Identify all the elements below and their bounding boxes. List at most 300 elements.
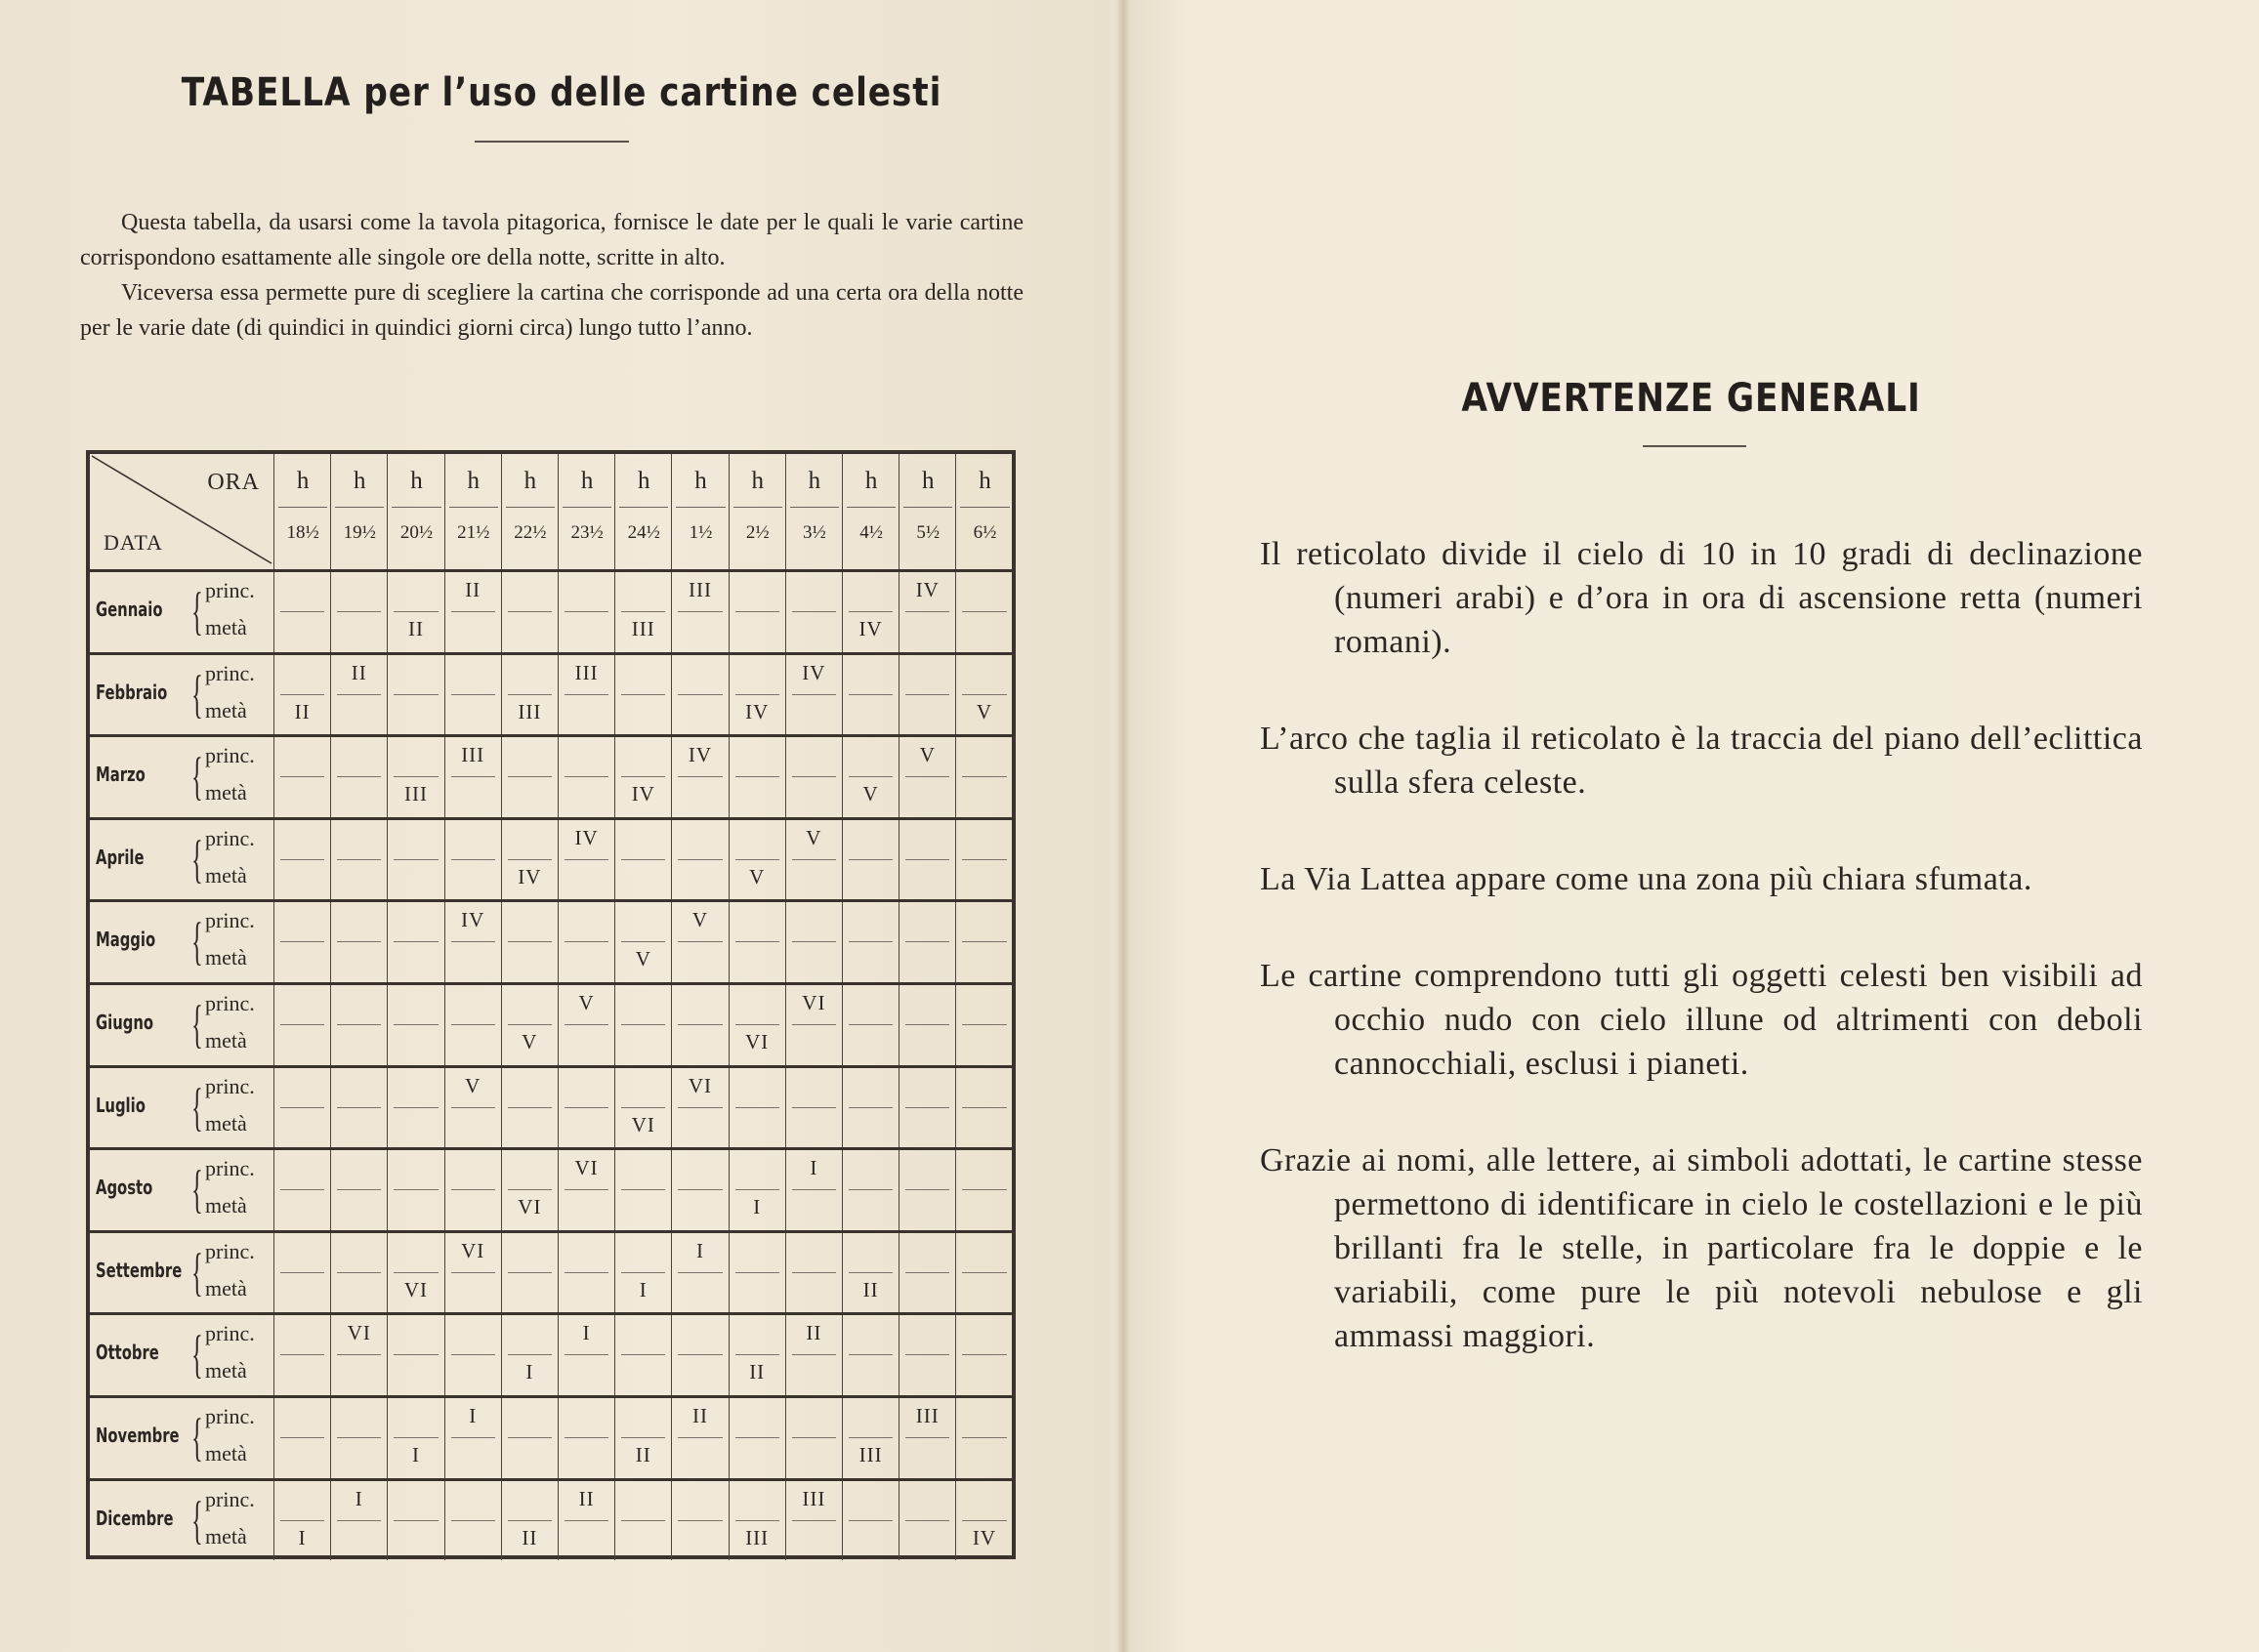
- table-cell: [842, 1315, 899, 1395]
- cell-divider: [735, 1272, 779, 1273]
- table-cell: [387, 985, 443, 1065]
- note-paragraph-1: Il reticolato divide il cielo di 10 in 10 gradi di declinazione (numeri arabi) e d’ora in ora di ascensione retta (numeri romani).: [1260, 536, 2143, 660]
- cell-divider: [792, 1107, 836, 1108]
- meta-label: metà: [205, 1358, 247, 1384]
- chart-number-princ: II: [465, 578, 481, 601]
- table-cell: [842, 1068, 899, 1148]
- cell-divider: [962, 1272, 1006, 1273]
- table-cell: [955, 1481, 1012, 1561]
- hour-column-header: [558, 454, 615, 569]
- table-cell: [330, 1068, 387, 1148]
- table-row: [90, 1398, 1012, 1481]
- table-cell: [785, 902, 842, 982]
- cell-divider: [849, 1107, 893, 1108]
- table-cell: [842, 1398, 899, 1478]
- chart-number-meta: II: [407, 617, 424, 640]
- cell-divider: [621, 694, 665, 695]
- cell-divider: [280, 1354, 324, 1355]
- chart-number-meta: V: [522, 1030, 538, 1053]
- chart-number-meta: VI: [745, 1030, 770, 1053]
- cell-divider: [337, 694, 381, 695]
- table-cell: [729, 1315, 785, 1395]
- cell-divider: [565, 694, 608, 695]
- header-divider: [563, 507, 611, 508]
- table-cell: [729, 1481, 785, 1561]
- hour-prefix: h: [638, 468, 650, 494]
- cell-divider: [565, 1520, 608, 1521]
- table-cell: [558, 820, 614, 900]
- cell-divider: [565, 1107, 608, 1108]
- header-divider: [278, 507, 327, 508]
- cell-divider: [849, 611, 893, 612]
- cell-divider: [337, 776, 381, 777]
- header-divider: [903, 507, 952, 508]
- month-name: Agosto: [96, 1176, 153, 1200]
- cell-divider: [337, 1189, 381, 1190]
- table-cell: [899, 1481, 955, 1561]
- chart-number-princ: III: [574, 660, 599, 684]
- chart-number-princ: IV: [802, 660, 826, 684]
- cell-divider: [394, 611, 438, 612]
- cell-divider: [565, 1272, 608, 1273]
- table-cell: [614, 572, 671, 652]
- cell-divider: [905, 1520, 949, 1521]
- cell-divider: [735, 1024, 779, 1025]
- table-cell: [614, 1315, 671, 1395]
- cell-divider: [962, 1024, 1006, 1025]
- table-cell: [614, 1398, 671, 1478]
- header-divider: [960, 507, 1009, 508]
- table-cell: [899, 655, 955, 735]
- chart-number-princ: IV: [461, 908, 485, 932]
- table-cell: [501, 1398, 558, 1478]
- table-row: [90, 1481, 1012, 1564]
- cell-divider: [337, 611, 381, 612]
- chart-number-meta: VI: [631, 1112, 655, 1136]
- hour-value: 21½: [457, 522, 490, 543]
- table-cell: [501, 1150, 558, 1230]
- chart-number-princ: V: [465, 1073, 481, 1097]
- brace-icon: {: [191, 1325, 203, 1384]
- cell-divider: [792, 941, 836, 942]
- cell-divider: [508, 1272, 552, 1273]
- table-cell: [842, 1150, 899, 1230]
- meta-label: metà: [205, 780, 247, 805]
- table-cell: [501, 820, 558, 900]
- cell-divider: [735, 1437, 779, 1438]
- princ-label: princ.: [205, 1073, 255, 1098]
- table-cell: [330, 572, 387, 652]
- table-row: [90, 1315, 1012, 1398]
- table-corner: [90, 454, 273, 569]
- princ-label: princ.: [205, 1238, 255, 1263]
- hour-prefix: h: [808, 468, 821, 494]
- cell-divider: [792, 1272, 836, 1273]
- cell-divider: [792, 859, 836, 860]
- chart-number-princ: I: [582, 1321, 591, 1345]
- cell-divider: [565, 776, 608, 777]
- cell-divider: [678, 1272, 722, 1273]
- cell-divider: [792, 694, 836, 695]
- table-cell: [899, 572, 955, 652]
- cell-divider: [280, 1024, 324, 1025]
- table-cell: [387, 572, 443, 652]
- hour-value: 1½: [689, 522, 713, 543]
- cell-divider: [849, 1437, 893, 1438]
- cell-divider: [280, 1107, 324, 1108]
- hour-prefix: h: [296, 468, 310, 494]
- table-cell: [671, 572, 728, 652]
- cell-divider: [849, 1520, 893, 1521]
- table-cell: [558, 1481, 614, 1561]
- table-cell: [273, 1398, 330, 1478]
- cell-divider: [508, 694, 552, 695]
- table-cell: [729, 1150, 785, 1230]
- cell-divider: [678, 941, 722, 942]
- table-cell: [671, 902, 728, 982]
- table-cell: [955, 1398, 1012, 1478]
- table-cell: [387, 1398, 443, 1478]
- cell-divider: [451, 1520, 495, 1521]
- note-paragraph-2: L’arco che taglia il reticolato è la traccia del piano dell’eclittica sulla sfera celeste.: [1260, 721, 2143, 801]
- table-cell: [955, 737, 1012, 817]
- table-cell: [955, 655, 1012, 735]
- chart-number-princ: VI: [461, 1238, 485, 1262]
- hour-value: 23½: [570, 522, 604, 543]
- hour-prefix: h: [864, 468, 878, 494]
- cell-divider: [849, 1024, 893, 1025]
- cell-divider: [280, 941, 324, 942]
- left-page-title: TABELLA per l’uso delle cartine celesti: [181, 70, 942, 115]
- note-paragraph-4: Le cartine comprendono tutti gli oggetti celesti ben visibili ad occhio nudo con cielo illune od altrimenti con deboli cannocchiali, esclusi i pianeti.: [1260, 958, 2143, 1082]
- cell-divider: [394, 694, 438, 695]
- table-cell: [387, 902, 443, 982]
- cell-divider: [337, 1520, 381, 1521]
- month-name: Luglio: [96, 1093, 146, 1117]
- table-cell: [330, 1481, 387, 1561]
- hour-prefix: h: [523, 468, 537, 494]
- month-name: Marzo: [96, 763, 146, 787]
- table-row: [90, 820, 1012, 903]
- table-cell: [842, 985, 899, 1065]
- cell-divider: [508, 1437, 552, 1438]
- table-cell: [899, 820, 955, 900]
- table-row: [90, 902, 1012, 985]
- cell-divider: [792, 776, 836, 777]
- hour-value: 19½: [343, 522, 376, 543]
- cell-divider: [678, 1024, 722, 1025]
- table-cell: [558, 1068, 614, 1148]
- chart-number-meta: I: [411, 1443, 420, 1466]
- table-cell: [955, 572, 1012, 652]
- chart-number-meta: IV: [858, 617, 883, 640]
- table-cell: [671, 1398, 728, 1478]
- meta-label: metà: [205, 1523, 247, 1549]
- table-cell: [614, 1233, 671, 1313]
- table-cell: [501, 572, 558, 652]
- brace-icon: {: [191, 582, 203, 640]
- table-cell: [899, 1150, 955, 1230]
- cell-divider: [280, 859, 324, 860]
- cell-divider: [565, 1189, 608, 1190]
- cell-divider: [565, 611, 608, 612]
- table-cell: [273, 902, 330, 982]
- cell-divider: [905, 1437, 949, 1438]
- chart-number-meta: IV: [631, 782, 655, 806]
- table-cell: [899, 1233, 955, 1313]
- cell-divider: [565, 1437, 608, 1438]
- chart-number-meta: III: [745, 1525, 770, 1549]
- title-divider-left: [475, 141, 629, 143]
- cell-divider: [565, 1024, 608, 1025]
- table-cell: [729, 1068, 785, 1148]
- table-cell: [842, 737, 899, 817]
- table-cell: [729, 820, 785, 900]
- table-cell: [899, 902, 955, 982]
- table-header: [90, 454, 1012, 572]
- chart-number-meta: I: [525, 1360, 534, 1384]
- star-chart-table: [86, 450, 1016, 1559]
- cell-divider: [849, 1354, 893, 1355]
- brace-icon: {: [191, 1160, 203, 1219]
- table-cell: [558, 1315, 614, 1395]
- cell-divider: [337, 1107, 381, 1108]
- cell-divider: [905, 1189, 949, 1190]
- cell-divider: [565, 941, 608, 942]
- cell-divider: [905, 776, 949, 777]
- brace-icon: {: [191, 829, 203, 888]
- table-row: [90, 655, 1012, 738]
- cell-divider: [905, 1107, 949, 1108]
- hour-prefix: h: [979, 468, 991, 494]
- cell-divider: [849, 694, 893, 695]
- cell-divider: [735, 776, 779, 777]
- table-row: [90, 1150, 1012, 1233]
- cell-divider: [678, 694, 722, 695]
- cell-divider: [337, 1437, 381, 1438]
- right-page-title: AVVERTENZE GENERALI: [1461, 376, 1921, 421]
- cell-divider: [394, 1354, 438, 1355]
- cell-divider: [451, 1437, 495, 1438]
- table-cell: [955, 1233, 1012, 1313]
- meta-label: metà: [205, 1028, 247, 1053]
- cell-divider: [337, 859, 381, 860]
- table-cell: [273, 820, 330, 900]
- cell-divider: [735, 1520, 779, 1521]
- cell-divider: [280, 694, 324, 695]
- table-cell: [614, 985, 671, 1065]
- cell-divider: [621, 1024, 665, 1025]
- chart-number-meta: VI: [403, 1277, 429, 1301]
- hour-value: 2½: [745, 522, 770, 543]
- brace-icon: {: [191, 1077, 203, 1136]
- cell-divider: [678, 1520, 722, 1521]
- table-cell: [729, 1233, 785, 1313]
- table-row: [90, 1068, 1012, 1151]
- table-cell: [785, 1233, 842, 1313]
- header-divider: [790, 507, 839, 508]
- table-cell: [671, 820, 728, 900]
- table-cell: [899, 1398, 955, 1478]
- cell-divider: [451, 776, 495, 777]
- intro-text: [80, 205, 1024, 346]
- cell-divider: [678, 611, 722, 612]
- princ-label: princ.: [205, 825, 255, 850]
- chart-number-princ: IV: [915, 578, 940, 601]
- hour-column-header: [671, 454, 729, 569]
- hour-prefix: h: [694, 468, 707, 494]
- table-cell: [444, 1150, 501, 1230]
- cell-divider: [905, 1272, 949, 1273]
- cell-divider: [508, 1107, 552, 1108]
- table-cell: [614, 737, 671, 817]
- note-paragraph-3: La Via Lattea appare come una zona più chiara sfumata.: [1260, 861, 2032, 897]
- chart-number-meta: IV: [745, 699, 770, 723]
- table-cell: [558, 737, 614, 817]
- month-name: Febbraio: [96, 680, 168, 704]
- chart-number-princ: I: [695, 1238, 704, 1262]
- cell-divider: [337, 1272, 381, 1273]
- table-row: [90, 985, 1012, 1068]
- meta-label: metà: [205, 1275, 247, 1301]
- table-cell: [273, 1068, 330, 1148]
- cell-divider: [508, 1520, 552, 1521]
- chart-number-princ: II: [806, 1321, 822, 1345]
- cell-divider: [394, 1107, 438, 1108]
- brace-icon: {: [191, 747, 203, 806]
- chart-number-princ: IV: [688, 743, 713, 767]
- cell-divider: [508, 611, 552, 612]
- table-cell: [444, 1315, 501, 1395]
- table-cell: [614, 1068, 671, 1148]
- princ-label: princ.: [205, 991, 255, 1015]
- table-cell: [387, 655, 443, 735]
- princ-label: princ.: [205, 578, 255, 602]
- chart-number-meta: I: [753, 1195, 762, 1219]
- table-cell: [330, 1233, 387, 1313]
- table-cell: [387, 820, 443, 900]
- table-cell: [273, 572, 330, 652]
- table-cell: [501, 1068, 558, 1148]
- chart-number-princ: I: [355, 1486, 363, 1510]
- table-cell: [501, 655, 558, 735]
- header-divider: [392, 507, 440, 508]
- table-cell: [330, 1150, 387, 1230]
- table-cell: [558, 572, 614, 652]
- cell-divider: [280, 611, 324, 612]
- header-divider: [847, 507, 896, 508]
- cell-divider: [337, 1354, 381, 1355]
- chart-number-meta: II: [635, 1443, 651, 1466]
- cell-divider: [962, 1354, 1006, 1355]
- chart-number-meta: III: [518, 699, 542, 723]
- cell-divider: [508, 1024, 552, 1025]
- cell-divider: [337, 1024, 381, 1025]
- cell-divider: [508, 776, 552, 777]
- cell-divider: [280, 1272, 324, 1273]
- table-cell: [558, 902, 614, 982]
- table-cell: [899, 737, 955, 817]
- chart-number-meta: II: [522, 1525, 538, 1549]
- table-cell: [501, 985, 558, 1065]
- princ-label: princ.: [205, 660, 255, 685]
- table-row: [90, 1233, 1012, 1316]
- cell-divider: [337, 941, 381, 942]
- cell-divider: [451, 941, 495, 942]
- chart-number-meta: V: [976, 699, 993, 723]
- table-cell: [955, 1315, 1012, 1395]
- table-cell: [614, 902, 671, 982]
- cell-divider: [508, 1354, 552, 1355]
- hour-prefix: h: [751, 468, 764, 494]
- cell-divider: [735, 1107, 779, 1108]
- cell-divider: [394, 859, 438, 860]
- table-cell: [558, 1233, 614, 1313]
- cell-divider: [962, 859, 1006, 860]
- chart-number-meta: II: [294, 699, 311, 723]
- cell-divider: [735, 941, 779, 942]
- cell-divider: [849, 859, 893, 860]
- header-divider: [449, 507, 498, 508]
- table-cell: [444, 1398, 501, 1478]
- cell-divider: [565, 1354, 608, 1355]
- cell-divider: [508, 859, 552, 860]
- cell-divider: [962, 941, 1006, 942]
- header-divider: [619, 507, 668, 508]
- hour-value: 20½: [399, 522, 434, 543]
- table-cell: [501, 1315, 558, 1395]
- cell-divider: [394, 776, 438, 777]
- table-cell: [387, 1150, 443, 1230]
- cell-divider: [621, 1354, 665, 1355]
- chart-number-princ: II: [578, 1486, 595, 1510]
- hour-value: 5½: [916, 522, 941, 543]
- table-cell: [899, 1315, 955, 1395]
- table-cell: [444, 655, 501, 735]
- hour-prefix: h: [354, 468, 366, 494]
- hour-column-header: [330, 454, 388, 569]
- cell-divider: [280, 1520, 324, 1521]
- cell-divider: [678, 1437, 722, 1438]
- ora-label: ORA: [207, 470, 260, 495]
- table-cell: [558, 985, 614, 1065]
- table-cell: [273, 1233, 330, 1313]
- cell-divider: [451, 1272, 495, 1273]
- cell-divider: [905, 694, 949, 695]
- meta-label: metà: [205, 945, 247, 971]
- table-cell: [330, 1398, 387, 1478]
- hour-column-header: [729, 454, 786, 569]
- table-cell: [444, 902, 501, 982]
- table-cell: [273, 985, 330, 1065]
- princ-label: princ.: [205, 1486, 255, 1511]
- chart-number-princ: III: [461, 743, 485, 767]
- table-cell: [273, 1315, 330, 1395]
- table-cell: [729, 737, 785, 817]
- princ-label: princ.: [205, 908, 255, 933]
- chart-number-meta: IV: [972, 1525, 997, 1549]
- table-cell: [444, 1481, 501, 1561]
- cell-divider: [735, 859, 779, 860]
- table-cell: [387, 1233, 443, 1313]
- cell-divider: [621, 1189, 665, 1190]
- data-label: DATA: [104, 530, 163, 555]
- chart-number-meta: II: [749, 1360, 766, 1384]
- cell-divider: [792, 1024, 836, 1025]
- month-name: Maggio: [96, 928, 156, 952]
- table-cell: [671, 1233, 728, 1313]
- brace-icon: {: [191, 995, 203, 1053]
